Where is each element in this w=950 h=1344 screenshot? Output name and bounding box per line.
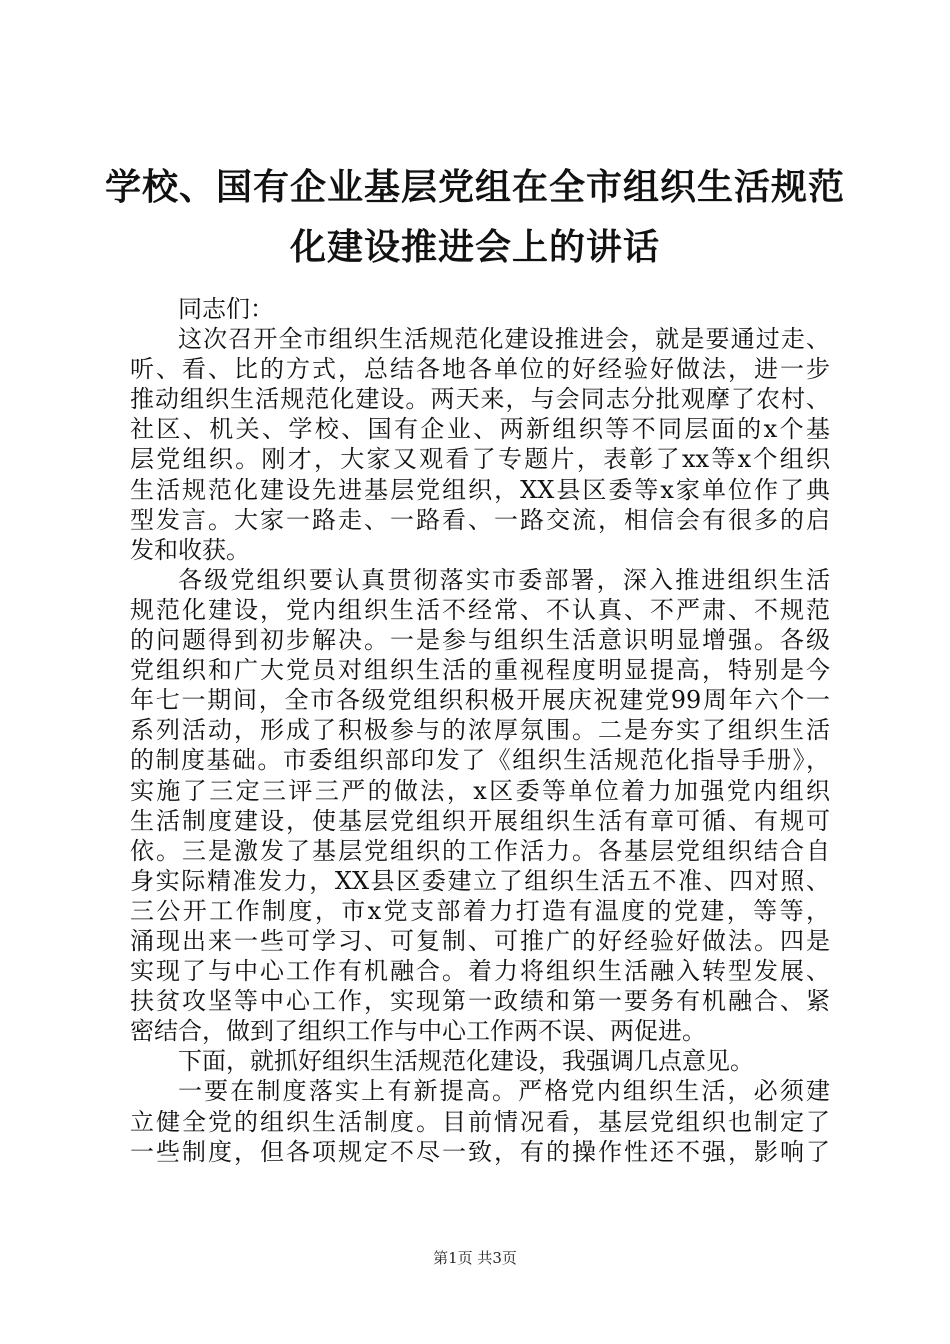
- body-line: 推动组织生活规范化建设。两天来，与会同志分批观摩了农村、: [130, 385, 830, 414]
- body-line: 实施了三定三评三严的做法，x区委等单位着力加强党内组织: [130, 776, 830, 805]
- body-line: 生活规范化建设先进基层党组织，XX县区委等x家单位作了典: [130, 475, 830, 504]
- body-line: 型发言。大家一路走、一路看、一路交流，相信会有很多的启: [130, 505, 830, 534]
- body-line: 三公开工作制度，市x党支部着力打造有温度的党建，等等，: [130, 896, 830, 925]
- body-line: 各级党组织要认真贯彻落实市委部署，深入推进组织生活: [178, 565, 830, 594]
- salutation: 同志们：: [178, 295, 274, 323]
- document-title: [100, 158, 850, 278]
- body-line: 一要在制度落实上有新提高。严格党内组织生活，必须建: [178, 1077, 830, 1106]
- title-line: 学校、国有企业基层党组在全市组织生活规范: [104, 167, 845, 208]
- body-line: 依。三是激发了基层党组织的工作活力。各基层党组织结合自: [130, 836, 830, 865]
- body-line: 扶贫攻坚等中心工作，实现第一政绩和第一要务有机融合、紧: [130, 987, 830, 1016]
- body-line: 涌现出来一些可学习、可复制、可推广的好经验好做法。四是: [130, 926, 830, 955]
- document-body: [130, 294, 830, 1167]
- body-line: 党组织和广大党员对组织生活的重视程度明显提高，特别是今: [130, 656, 830, 685]
- body-line: 听、看、比的方式，总结各地各单位的好经验好做法，进一步: [130, 355, 830, 384]
- body-line: 发和收获。: [130, 535, 250, 564]
- title-line: 化建设推进会上的讲话: [289, 227, 660, 268]
- body-line: 密结合，做到了组织工作与中心工作两不误、两促进。: [130, 1017, 706, 1046]
- body-line: 的制度基础。市委组织部印发了《组织生活规范化指导手册》，: [130, 746, 830, 775]
- body-line: 这次召开全市组织生活规范化建设推进会，就是要通过走、: [178, 325, 830, 354]
- body-line: 一些制度，但各项规定不尽一致，有的操作性还不强，影响了: [130, 1137, 830, 1166]
- page-footer: 第1页 共3页: [433, 1249, 517, 1267]
- body-line: 规范化建设，党内组织生活不经常、不认真、不严肃、不规范: [130, 595, 830, 624]
- body-line: 系列活动，形成了积极参与的浓厚氛围。二是夯实了组织生活: [130, 716, 830, 745]
- body-line: 层党组织。刚才，大家又观看了专题片，表彰了xx等x个组织: [130, 445, 830, 474]
- body-line: 生活制度建设，使基层党组织开展组织生活有章可循、有规可: [130, 806, 830, 835]
- body-line: 立健全党的组织生活制度。目前情况看，基层党组织也制定了: [130, 1107, 830, 1136]
- body-line: 实现了与中心工作有机融合。着力将组织生活融入转型发展、: [130, 957, 830, 986]
- body-line: 社区、机关、学校、国有企业、两新组织等不同层面的x个基: [130, 415, 830, 444]
- body-line: 身实际精准发力，XX县区委建立了组织生活五不准、四对照、: [130, 866, 830, 895]
- body-line: 下面，就抓好组织生活规范化建设，我强调几点意见。: [178, 1047, 754, 1076]
- body-line: 年七一期间，全市各级党组织积极开展庆祝建党99周年六个一: [130, 686, 830, 715]
- body-line: 的问题得到初步解决。一是参与组织生活意识明显增强。各级: [130, 626, 830, 655]
